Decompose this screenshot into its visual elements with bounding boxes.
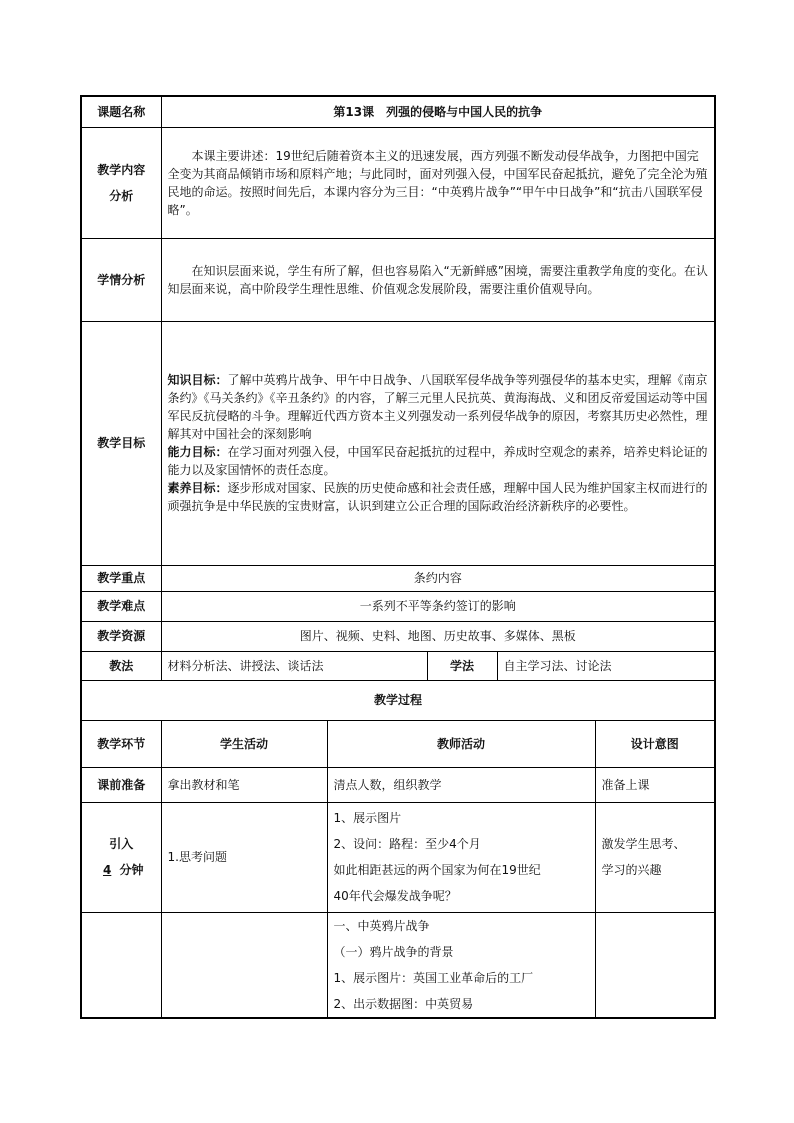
lesson-plan-table (80, 95, 716, 1019)
prep-row (81, 767, 715, 802)
intro-student: 1.思考问题 (161, 802, 327, 912)
process-title: 教学过程 (81, 680, 715, 720)
main-teacher-line: 1、展示图片：英国工业革命后的工厂 (333, 970, 534, 985)
methods-row (81, 651, 715, 680)
process-header-row (81, 720, 715, 767)
knowledge-objective-label: 知识目标： (167, 373, 228, 387)
ability-objective-text: 在学习面对列强入侵，中国军民奋起抵抗的过程中，养成时空观念的素养，培养史料论证的能力以及家国情怀的责任态度。 (167, 445, 708, 477)
content-analysis-label (81, 127, 161, 238)
resources-label: 教学资源 (81, 621, 161, 651)
intro-teacher (327, 802, 595, 912)
learning-method-label: 学法 (427, 651, 497, 680)
key-point-row (81, 565, 715, 591)
intro-stage-label: 引入 (109, 837, 134, 851)
content-analysis-text: 本课主要讲述：19世纪后随着资本主义的迅速发展，西方列强不断发动侵华战争，力图把中国完全变为其商品倾销市场和原料产地；与此同时，面对列强入侵，中国军民奋起抵抗，避免了完全沦为殖民地的命运。按照时间先后，本课内容分为三目：“中英鸦片战争”“甲午中日战争”和“抗击八国联军侵略”。 (161, 127, 715, 238)
intro-minutes: 4 (102, 863, 112, 877)
intro-duration (88, 861, 155, 879)
main-intent (595, 912, 715, 1018)
lesson-name-label: 课题名称 (81, 96, 161, 127)
main-stage (81, 912, 161, 1018)
content-analysis-label-line1: 教学内容 (97, 162, 146, 177)
teaching-method-text: 材料分析法、讲授法、谈话法 (161, 651, 427, 680)
column-design-intent: 设计意图 (595, 720, 715, 767)
content-analysis-label-line2: 分析 (109, 188, 134, 203)
resources-text: 图片、视频、史料、地图、历史故事、多媒体、黑板 (161, 621, 715, 651)
prep-intent: 准备上课 (595, 767, 715, 802)
literacy-objective-text: 逐步形成对国家、民族的历史使命感和社会责任感，理解中国人民为维护国家主权而进行的顽强抗争是中华民族的宝贵财富，认识到建立公正合理的国际政治经济新秩序的必要性。 (167, 481, 708, 513)
lesson-title-row (81, 96, 715, 127)
intro-row (81, 802, 715, 912)
column-teacher-activity: 教师活动 (327, 720, 595, 767)
process-title-row (81, 680, 715, 720)
main-teacher-line: （一）鸦片战争的背景 (333, 944, 454, 959)
ability-objective-label: 能力目标： (167, 445, 228, 459)
prep-teacher: 清点人数，组织教学 (327, 767, 595, 802)
key-point-text: 条约内容 (161, 565, 715, 591)
intro-teacher-line: 2、设问：路程：至少4个月 (333, 837, 481, 851)
learner-analysis-label: 学情分析 (81, 238, 161, 321)
main-teacher-line: 2、出示数据图：中英贸易 (333, 996, 474, 1011)
literacy-objective (168, 479, 709, 515)
intro-intent-line: 激发学生思考、 (601, 837, 686, 851)
objectives-label: 教学目标 (81, 321, 161, 565)
lesson-title: 第13课 列强的侵略与中国人民的抗争 (161, 96, 715, 127)
intro-minutes-unit: 分钟 (119, 863, 144, 877)
intro-intent-line: 学习的兴趣 (601, 863, 662, 877)
intro-teacher-line: 如此相距甚远的两个国家为何在19世纪 (333, 863, 541, 877)
resources-row (81, 621, 715, 651)
intro-teacher-line: 1、展示图片 (333, 811, 402, 825)
objectives-text (161, 321, 715, 565)
key-point-label: 教学重点 (81, 565, 161, 591)
difficulty-row (81, 591, 715, 621)
main-teacher-line: 一、中英鸦片战争 (333, 918, 430, 933)
intro-stage (81, 802, 161, 912)
knowledge-objective (168, 371, 709, 443)
learning-method-text: 自主学习法、讨论法 (497, 651, 715, 680)
teaching-method-label: 教法 (81, 651, 161, 680)
objectives-row (81, 321, 715, 565)
main-teacher (327, 912, 595, 1018)
knowledge-objective-text: 了解中英鸦片战争、甲午中日战争、八国联军侵华战争等列强侵华的基本史实，理解《南京条约》《马关条约》《辛丑条约》的内容，了解三元里人民抗英、黄海海战、义和团反帝爱国运动等中国军民反抗侵略的斗争。理解近代西方资本主义列强发动一系列侵华战争的原因，考察其历史必然性，理解其对中国社会的深刻影响 (167, 373, 708, 441)
prep-stage: 课前准备 (81, 767, 161, 802)
ability-objective (168, 443, 709, 479)
learner-analysis-row (81, 238, 715, 321)
literacy-objective-label: 素养目标： (167, 481, 228, 495)
column-student-activity: 学生活动 (161, 720, 327, 767)
main-row (81, 912, 715, 1018)
learner-analysis-text: 在知识层面来说，学生有所了解，但也容易陷入“无新鲜感”困境，需要注重教学角度的变化。在认知层面来说，高中阶段学生理性思维、价值观念发展阶段，需要注重价值观导向。 (161, 238, 715, 321)
column-stage: 教学环节 (81, 720, 161, 767)
prep-student: 拿出教材和笔 (161, 767, 327, 802)
intro-intent (595, 802, 715, 912)
difficulty-text: 一系列不平等条约签订的影响 (161, 591, 715, 621)
content-analysis-row (81, 127, 715, 238)
main-student (161, 912, 327, 1018)
difficulty-label: 教学难点 (81, 591, 161, 621)
intro-teacher-line: 40年代会爆发战争呢？ (333, 889, 457, 903)
